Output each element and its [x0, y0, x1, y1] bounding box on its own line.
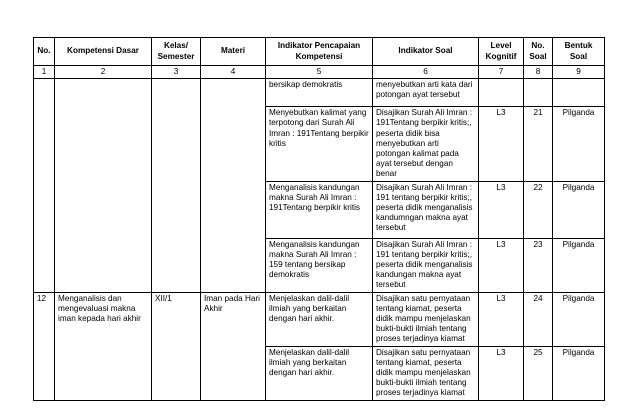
column-number: 3: [152, 66, 201, 79]
column-number: 9: [553, 66, 605, 79]
table-row: [34, 79, 605, 107]
cell-indikator-pencapaian: bersikap demokratis: [266, 79, 373, 107]
cell-indikator-pencapaian: Menganalisis kandungan makna Surah Ali Imran : 191Tentang berpikir kritis: [266, 181, 373, 238]
header-row: [34, 38, 605, 66]
cell-no-soal: [524, 79, 553, 107]
cell-level: L3: [479, 107, 524, 181]
cell-indikator-soal: Disajikan satu pernyataan tentang kiamat, peserta didik mampu menjelaskan bukti-bukti ilmiah tentang proses terjadinya kiamat: [373, 346, 479, 400]
cell-kompetensi-dasar: Menganalisis dan mengevaluasi makna iman kepada hari akhir: [55, 292, 152, 400]
column-number-row: [34, 66, 605, 79]
cell-level: L3: [479, 181, 524, 238]
cell-no: [34, 79, 55, 292]
cell-no-soal: 24: [524, 292, 553, 346]
column-number: 1: [34, 66, 55, 79]
cell-bentuk-soal: Pilganda: [553, 292, 605, 346]
cell-no-soal: 25: [524, 346, 553, 400]
column-number: 2: [55, 66, 152, 79]
cell-bentuk-soal: Pilganda: [553, 238, 605, 292]
cell-indikator-pencapaian: Menganalisis kandungan makna Surah Ali Imran : 159 tentang bersikap demokratis: [266, 238, 373, 292]
cell-bentuk-soal: Pilganda: [553, 346, 605, 400]
cell-indikator-soal: Disajikan Surah Ali Imran : 191 tentang berpikir kritis;, peserta didik menganalisis kandungan makna ayat tersebut: [373, 238, 479, 292]
cell-indikator-pencapaian: Menjelaskan dalil-dalil ilmiah yang berkaitan dengan hari akhir.: [266, 292, 373, 346]
cell-indikator-soal: menyebutkan arti kata dari potongan ayat tersebut: [373, 79, 479, 107]
cell-bentuk-soal: Pilganda: [553, 181, 605, 238]
cell-indikator-pencapaian: Menjelaskan dalil-dalil ilmiah yang berkaitan dengan hari akhir.: [266, 346, 373, 400]
cell-level: L3: [479, 346, 524, 400]
header-no-soal: No. Soal: [524, 38, 553, 66]
cell-kompetensi-dasar: [55, 79, 152, 292]
header-indikator-pencapaian: Indikator Pencapaian Kompetensi: [266, 38, 373, 66]
cell-materi: Iman pada Hari Akhir: [201, 292, 266, 400]
column-number: 6: [373, 66, 479, 79]
cell-materi: [201, 79, 266, 292]
cell-no-soal: 21: [524, 107, 553, 181]
cell-indikator-soal: Disajikan Surah Ali Imran : 191Tentang berpikir kritis;, peserta didik bisa menyebutkan arti potongan kalimat pada ayat tersebut dengan benar: [373, 107, 479, 181]
column-number: 5: [266, 66, 373, 79]
header-level-kognitif: Level Kognitif: [479, 38, 524, 66]
column-number: 8: [524, 66, 553, 79]
cell-kelas: XII/1: [152, 292, 201, 400]
header-indikator-soal: Indikator Soal: [373, 38, 479, 66]
cell-indikator-soal: Disajikan satu pernyataan tentang kiamat, peserta didik mampu menjelaskan bukti-bukti ilmiah tentang proses terjadinya kiamat: [373, 292, 479, 346]
cell-kelas: [152, 79, 201, 292]
cell-no-soal: 23: [524, 238, 553, 292]
cell-level: [479, 79, 524, 107]
header-materi: Materi: [201, 38, 266, 66]
cell-no-soal: 22: [524, 181, 553, 238]
header-kelas-semester: Kelas/ Semester: [152, 38, 201, 66]
column-number: 4: [201, 66, 266, 79]
cell-indikator-pencapaian: Menyebutkan kalimat yang terpotong dari Surah Ali Imran : 191Tentang berpikir kritis: [266, 107, 373, 181]
kisi-kisi-table: [33, 37, 605, 401]
cell-indikator-soal: Disajikan Surah Ali Imran : 191 tentang berpikir kritis;, peserta didik menganalisis kandumngan makna ayat tersebut: [373, 181, 479, 238]
header-kompetensi-dasar: Kompetensi Dasar: [55, 38, 152, 66]
column-number: 7: [479, 66, 524, 79]
cell-bentuk-soal: [553, 79, 605, 107]
cell-level: L3: [479, 238, 524, 292]
header-bentuk-soal: Bentuk Soal: [553, 38, 605, 66]
cell-bentuk-soal: Pilganda: [553, 107, 605, 181]
cell-level: L3: [479, 292, 524, 346]
header-no: No.: [34, 38, 55, 66]
cell-no: 12: [34, 292, 55, 400]
table-row: [34, 292, 605, 346]
